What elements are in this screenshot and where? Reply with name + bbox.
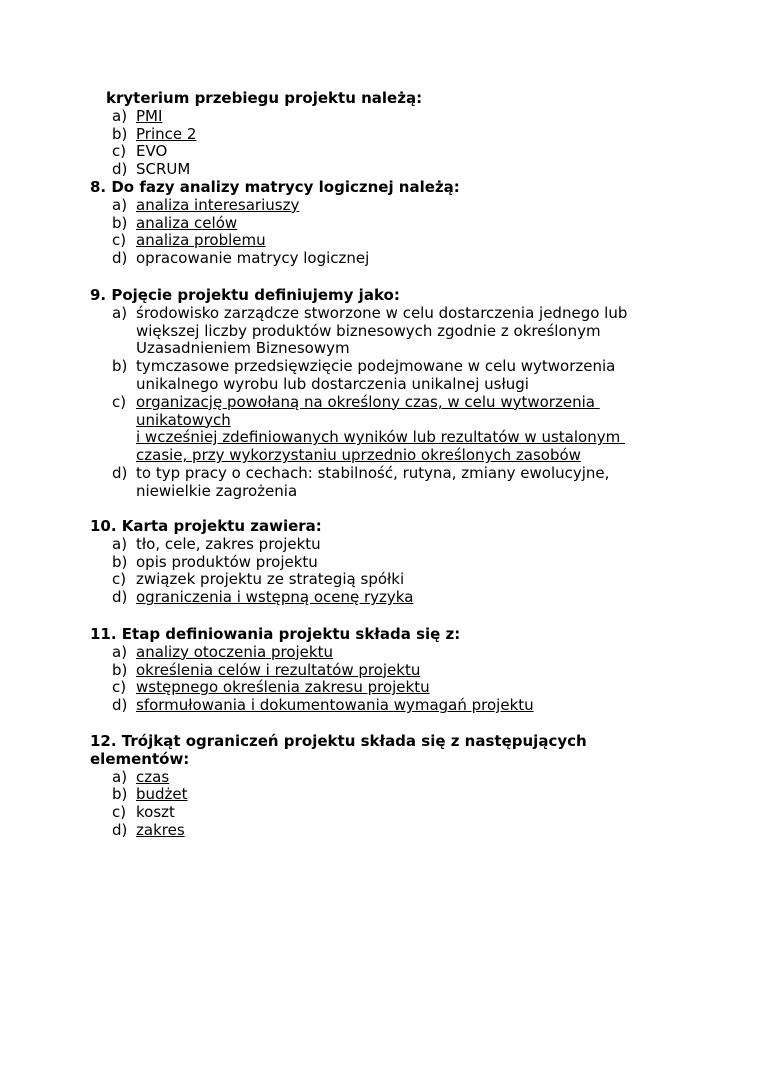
option-letter: b) (112, 552, 128, 571)
option-a (90, 108, 690, 126)
option-line: tymczasowe przedsięwzięcie podejmowane w celu wytworzenia (136, 357, 616, 376)
question-9 (90, 287, 690, 501)
option-text: koszt (136, 803, 175, 822)
option-text: opracowanie matrycy logicznej (136, 249, 370, 268)
option-b (90, 358, 690, 394)
question-12 (90, 733, 690, 840)
option-a (90, 305, 690, 358)
option-line: organizację powołaną na określony czas, w celu wytworzenia (136, 392, 600, 411)
question-8 (90, 179, 690, 268)
option-text: EVO (136, 142, 168, 161)
option-letter: d) (112, 696, 128, 715)
option-line: większej liczby produktów biznesowych zgodnie z określonym (136, 321, 601, 340)
option-letter: d) (112, 249, 128, 268)
question-7 (90, 90, 690, 179)
option-letter: b) (112, 213, 128, 232)
option-letter: c) (112, 803, 127, 822)
option-line: czasie, przy wykorzystaniu uprzednio określonych zasobów (136, 446, 581, 465)
option-letter: a) (112, 106, 128, 125)
options-list (90, 305, 690, 501)
option-c (90, 232, 690, 250)
option-a (90, 644, 690, 662)
option-letter: a) (112, 642, 128, 661)
option-text: wstępnego określenia zakresu projektu (136, 678, 430, 697)
option-letter: a) (112, 195, 128, 214)
option-text (136, 305, 690, 358)
option-letter: c) (112, 142, 127, 161)
question-text-line: 12. Trójkąt ograniczeń projektu składa się z następujących (90, 732, 587, 750)
option-a (90, 197, 690, 215)
option-text: sformułowania i dokumentowania wymagań projektu (136, 696, 534, 715)
option-d (90, 250, 690, 268)
option-line: i wcześniej zdefiniowanych wyników lub rezultatów w ustalonym (136, 428, 625, 447)
question-text: 10. Karta projektu zawiera: (90, 517, 322, 535)
option-letter: a) (112, 303, 128, 322)
option-line: środowisko zarządcze stworzone w celu dostarczenia jednego lub (136, 303, 628, 322)
option-a (90, 536, 690, 554)
option-text: analiza celów (136, 213, 238, 232)
option-text: czas (136, 767, 170, 786)
option-d (90, 822, 690, 840)
option-text: tło, cele, zakres projektu (136, 534, 321, 553)
option-c (90, 143, 690, 161)
option-text: PMI (136, 106, 163, 125)
question-11 (90, 626, 690, 715)
option-letter: d) (112, 820, 128, 839)
option-letter: d) (112, 160, 128, 179)
option-letter: b) (112, 124, 128, 143)
option-b (90, 126, 690, 144)
options-list (90, 108, 690, 179)
options-list (90, 644, 690, 715)
option-letter: a) (112, 534, 128, 553)
option-letter: b) (112, 357, 128, 376)
option-text: Prince 2 (136, 124, 197, 143)
options-list (90, 197, 690, 268)
option-text (136, 358, 690, 394)
option-text (136, 465, 690, 501)
option-d (90, 161, 690, 179)
option-line: to typ pracy o cechach: stabilność, rutyna, zmiany ewolucyjne, (136, 463, 610, 482)
option-text: określenia celów i rezultatów projektu (136, 660, 421, 679)
option-text: analizy otoczenia projektu (136, 642, 333, 661)
option-text: związek projektu ze strategią spółki (136, 570, 405, 589)
option-c (90, 804, 690, 822)
question-text: 11. Etap definiowania projektu składa się z: (90, 625, 461, 643)
option-text: budżet (136, 785, 188, 804)
option-b (90, 554, 690, 572)
option-letter: c) (112, 392, 127, 411)
question-text: 9. Pojęcie projektu definiujemy jako: (90, 286, 400, 304)
question-10 (90, 518, 690, 607)
option-b (90, 786, 690, 804)
option-text (136, 394, 690, 465)
option-text: ograniczenia i wstępną ocenę ryzyka (136, 588, 414, 607)
option-letter: d) (112, 588, 128, 607)
options-list (90, 536, 690, 607)
option-c (90, 571, 690, 589)
option-d (90, 589, 690, 607)
option-d (90, 465, 690, 501)
option-letter: d) (112, 463, 128, 482)
option-text: analiza interesariuszy (136, 195, 300, 214)
option-text: zakres (136, 820, 185, 839)
option-letter: c) (112, 570, 127, 589)
option-d (90, 697, 690, 715)
option-letter: c) (112, 231, 127, 250)
option-text: analiza problemu (136, 231, 266, 250)
question-text: kryterium przebiegu projektu należą: (106, 89, 423, 107)
option-b (90, 215, 690, 233)
option-a (90, 769, 690, 787)
option-letter: b) (112, 785, 128, 804)
option-line: unikalnego wyrobu lub dostarczenia unikalnej usługi (136, 374, 529, 393)
option-letter: a) (112, 767, 128, 786)
question-text (90, 733, 690, 769)
option-b (90, 662, 690, 680)
option-c (90, 679, 690, 697)
option-line: niewielkie zagrożenia (136, 481, 298, 500)
option-letter: b) (112, 660, 128, 679)
option-letter: c) (112, 678, 127, 697)
option-line: unikatowych (136, 410, 231, 429)
options-list (90, 769, 690, 840)
option-line: Uzasadnieniem Biznesowym (136, 339, 350, 358)
question-text-line: elementów: (90, 749, 190, 768)
option-c (90, 394, 690, 465)
option-text: opis produktów projektu (136, 552, 318, 571)
question-text: 8. Do fazy analizy matrycy logicznej należą: (90, 178, 460, 196)
option-text: SCRUM (136, 160, 191, 179)
